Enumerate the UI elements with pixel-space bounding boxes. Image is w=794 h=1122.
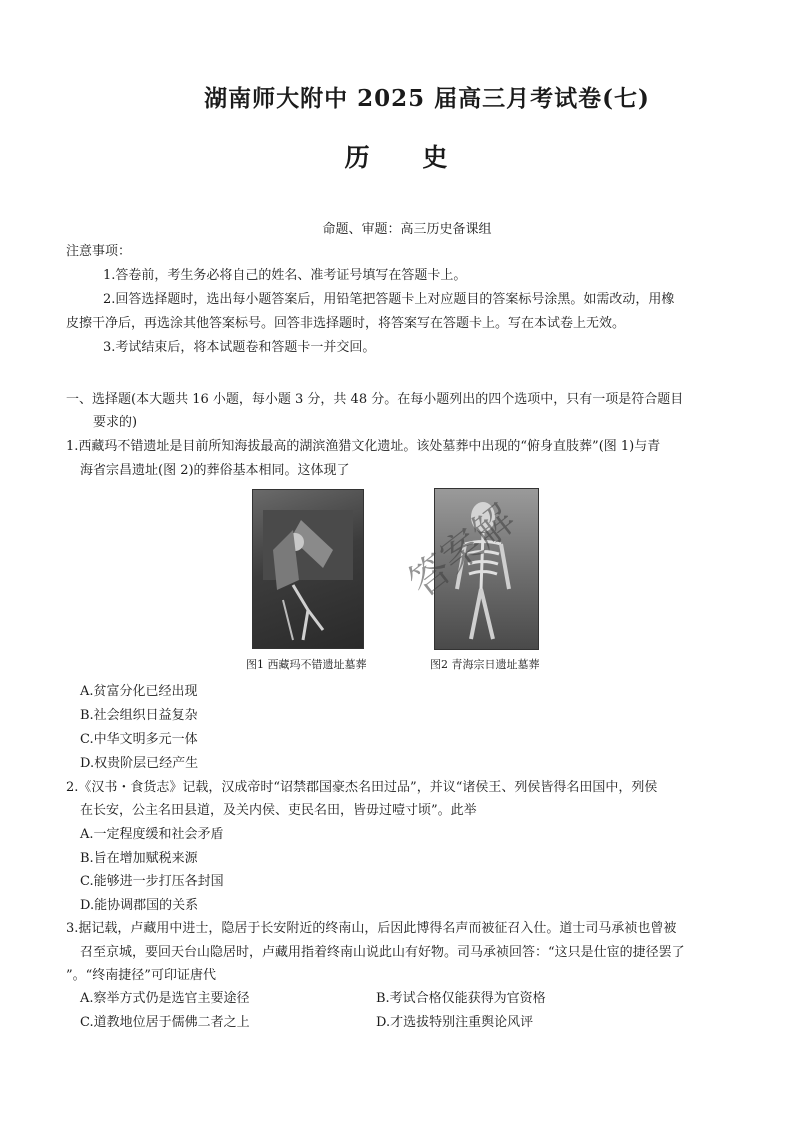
q2-option-c[interactable]: C.能够进一步打压各封国 [80,874,224,889]
figure-1-photo [252,489,364,649]
section-heading: 一、选择题(本大题共 16 小题，每小题 3 分，共 48 分。在每小题列出的四个选项中，只有一项是符合题目 [66,392,684,407]
watermark: 答案解 [400,496,524,607]
q1-stem-cont: 海省宗昌遗址(图 2)的葬俗基本相同。这体现了 [80,463,350,478]
note-item: 1.答卷前，考生务必将自己的姓名、准考证号填写在答题卡上。 [103,268,467,283]
q1-option-d[interactable]: D.权贵阶层已经产生 [80,756,199,771]
q1-stem: 1.西藏玛不错遗址是目前所知海拔最高的湖滨渔猎文化遗址。该处墓葬中出现的“俯身直肢葬”(图 1)与青 [66,439,661,454]
q3-option-c[interactable]: C.道教地位居于儒佛二者之上 [80,1015,250,1030]
note-item: 3.考试结束后，将本试题卷和答题卡一并交回。 [103,340,376,355]
q3-stem-cont: ”。“终南捷径”可印证唐代 [66,968,216,983]
q2-option-b[interactable]: B.旨在增加赋税来源 [80,851,198,866]
q3-option-b[interactable]: B.考试合格仅能获得为官资格 [376,991,546,1006]
q3-stem-cont: 召至京城，要回天台山隐居时，卢藏用指着终南山说此山有好物。司马承祯回答：“这只是仕宦的捷径罢了 [80,945,685,960]
subject-title: 历 史 [344,143,470,172]
q2-option-a[interactable]: A.一定程度缓和社会矛盾 [80,827,224,842]
q3-option-d[interactable]: D.才选拔特别注重舆论风评 [376,1015,534,1030]
section-heading-cont: 要求的) [93,415,138,430]
note-item: 2.回答选择题时，选出每小题答案后，用铅笔把答题卡上对应题目的答案标号涂黑。如需改动，用橡 [103,292,675,307]
note-item: 皮擦干净后，再选涂其他答案标号。回答非选择题时，将答案写在答题卡上。写在本试卷上无效。 [66,316,626,331]
figure-1-caption: 图1 西藏玛不错遗址墓葬 [246,658,367,671]
figure-2-caption: 图2 青海宗日遗址墓葬 [430,658,540,671]
q3-stem: 3.据记载，卢藏用中进士，隐居于长安附近的终南山，后因此博得名声而被征召入仕。道士司马承祯也曾被 [66,921,677,936]
q2-stem: 2.《汉书・食货志》记载，汉成帝时“诏禁郡国豪杰名田过品”，并议“诸侯王、列侯皆得名田国中，列侯 [66,780,658,795]
q1-option-a[interactable]: A.贫富分化已经出现 [80,684,198,699]
q2-stem-cont: 在长安，公主名田县道，及关内侯、吏民名田，皆毋过噎寸顷”。此举 [80,803,477,818]
authors-line: 命题、审题：高三历史备课组 [322,222,492,237]
q2-option-d[interactable]: D.能协调郡国的关系 [80,898,199,913]
burial-photo-icon [253,490,363,648]
notes-heading: 注意事项： [66,244,132,259]
q1-option-b[interactable]: B.社会组织日益复杂 [80,708,198,723]
q1-option-c[interactable]: C.中华文明多元一体 [80,732,198,747]
exam-title: 湖南师大附中 2025 届高三月考试卷(七) [204,85,650,112]
q3-option-a[interactable]: A.察举方式仍是选官主要途径 [80,991,250,1006]
